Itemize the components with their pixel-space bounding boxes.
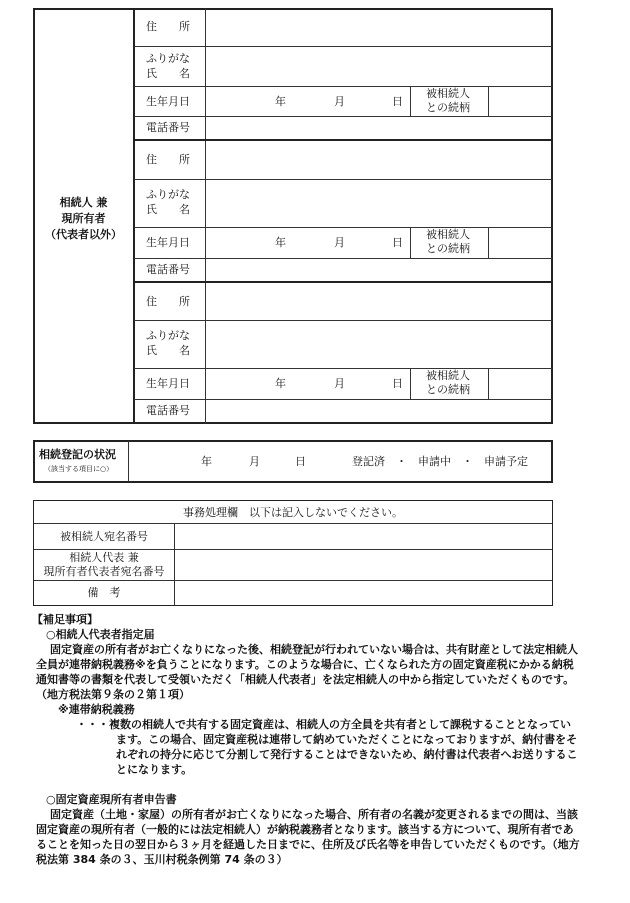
address-label: 住 所 <box>146 295 190 308</box>
office-row-representative-number: 相続人代表 兼 現所有者代表者宛名番号 <box>43 551 165 578</box>
address-label: 住 所 <box>146 20 190 33</box>
furigana-label: ふりがな <box>146 188 190 201</box>
section2-title: ○固定資産現所有者申告書 <box>46 793 177 806</box>
relation-field[interactable] <box>490 228 551 257</box>
phone-field[interactable] <box>207 400 551 422</box>
birth-year-label: 年 <box>275 236 286 249</box>
name-label: 氏 名 <box>146 344 190 357</box>
relation-field[interactable] <box>490 369 551 398</box>
field-column-divider <box>205 8 206 424</box>
section1-body: 固定資産の所有者がお亡くなりになった後、相続登記が行われていない場合は、共有財産として法定相続人全員が連帯納税義務※を負うことになります。このような場合に、亡くなられた方の固定資産税にかかる納税通知書等の書類を代表して受領いただく「相続人代表者」を法定相続人の中から指定していただくものです。（地方税法第９条の２第１項） <box>36 643 578 701</box>
phone-field[interactable] <box>207 117 551 138</box>
registration-day-label: 日 <box>295 455 306 468</box>
name-field[interactable] <box>207 47 551 85</box>
relation-label: 被相続人 との続柄 <box>426 369 470 396</box>
office-row-deceased-number: 被相続人宛名番号 <box>60 530 148 543</box>
label-column-divider <box>133 8 135 424</box>
address-field[interactable] <box>207 141 551 178</box>
section2-body: 固定資産（土地・家屋）の所有者がお亡くなりになった場合、所有者の名義が変更されるまでの間は、当該固定資産の現所有者（一般的には法定相続人）が納税義務者となります。該当する方について、現所有者であることを知った日の翌日から３ヶ月を経過した日までに、住所及び氏名等を申告していただくものです。（地方税法第 384 条の３、玉川村税条例第 74 条の３） <box>36 808 580 866</box>
phone-label: 電話番号 <box>146 121 190 134</box>
section1-sub-body: ・・・複数の相続人で共有する固定資産は、相続人の方全員を共有者として課税することとなっています。この場合、固定資産税は連帯して納めていただくことになっておりますが、納付書をそれぞれの持分に応じて分割して発行することはできないため、納付書は代表者へお送りすることになります。 <box>76 718 578 776</box>
name-field[interactable] <box>207 180 551 226</box>
office-row-remarks: 備 考 <box>87 586 121 599</box>
birthdate-label: 生年月日 <box>146 95 190 108</box>
name-field[interactable] <box>207 321 551 367</box>
relation-label: 被相続人 との続柄 <box>426 228 470 255</box>
birth-month-label: 月 <box>334 236 345 249</box>
address-field[interactable] <box>207 10 551 45</box>
phone-field[interactable] <box>207 259 551 280</box>
registration-label: 相続登記の状況 <box>39 448 116 461</box>
birthdate-label: 生年月日 <box>146 377 190 390</box>
phone-label: 電話番号 <box>146 404 190 417</box>
registration-month-label: 月 <box>249 455 260 468</box>
furigana-label: ふりがな <box>146 329 190 342</box>
notes-heading: 【補足事項】 <box>32 613 98 626</box>
address-field[interactable] <box>207 283 551 319</box>
name-label: 氏 名 <box>146 67 190 80</box>
section1-title: ○相続人代表者指定届 <box>46 628 155 641</box>
birth-year-label: 年 <box>275 377 286 390</box>
birth-month-label: 月 <box>334 377 345 390</box>
registration-options[interactable]: 登記済 ・ 申請中 ・ 申請予定 <box>352 455 528 468</box>
registration-sublabel: （該当する項目に○） <box>44 465 114 473</box>
supplementary-notes <box>32 612 581 867</box>
birth-day-label: 日 <box>392 236 403 249</box>
birth-day-label: 日 <box>392 377 403 390</box>
birthdate-label: 生年月日 <box>146 236 190 249</box>
relation-label: 被相続人 との続柄 <box>426 87 470 114</box>
address-label: 住 所 <box>146 153 190 166</box>
office-use-header: 事務処理欄 以下は記入しないでください。 <box>183 506 403 519</box>
birth-day-label: 日 <box>392 95 403 108</box>
heir-section-label: 相続人 兼 現所有者 （代表者以外） <box>45 196 122 241</box>
registration-year-label: 年 <box>201 455 212 468</box>
birth-year-label: 年 <box>275 95 286 108</box>
section1-sub-title: ※連帯納税義務 <box>58 703 135 716</box>
phone-label: 電話番号 <box>146 263 190 276</box>
name-label: 氏 名 <box>146 203 190 216</box>
relation-field[interactable] <box>490 87 551 115</box>
birth-month-label: 月 <box>334 95 345 108</box>
furigana-label: ふりがな <box>146 52 190 65</box>
